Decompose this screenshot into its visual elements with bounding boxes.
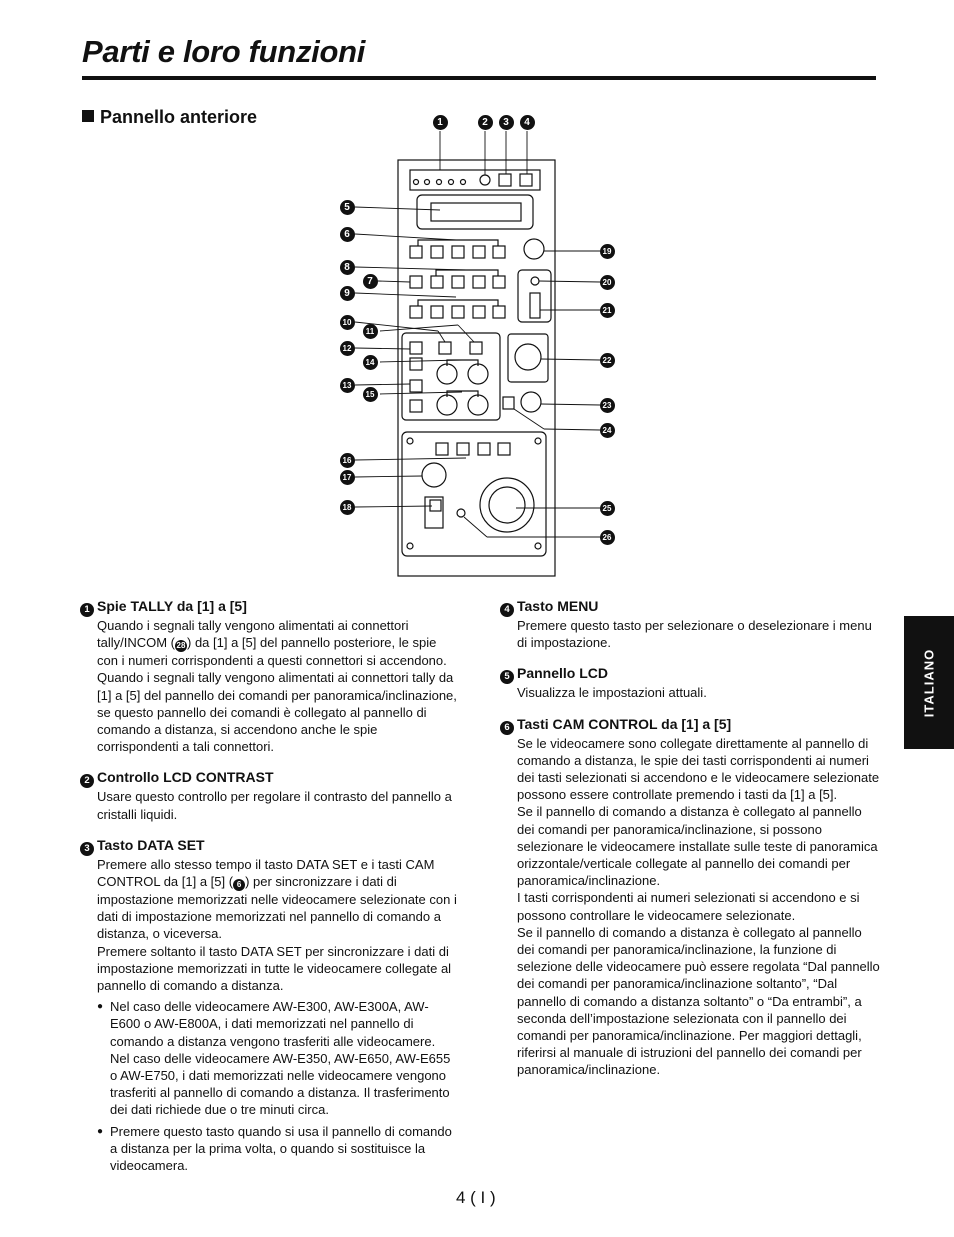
callout-18: 18	[340, 500, 355, 515]
callout-5: 5	[340, 200, 355, 215]
callout-25: 25	[600, 501, 615, 516]
callout-3: 3	[499, 115, 514, 130]
number-icon: 3	[80, 842, 94, 856]
item-title	[500, 715, 880, 735]
callout-15: 15	[363, 387, 378, 402]
front-panel-diagram	[0, 0, 954, 600]
callout-16: 16	[340, 453, 355, 468]
item-body	[97, 617, 458, 755]
left-column	[80, 597, 458, 1187]
lcd-screen	[431, 203, 521, 221]
page-number: 4 ( I )	[456, 1188, 496, 1207]
item-body	[97, 856, 458, 943]
section-heading-text: Pannello anteriore	[100, 107, 258, 127]
data-set-key	[499, 174, 511, 186]
lcd-frame	[417, 195, 533, 229]
language-tab	[904, 616, 954, 749]
number-icon: 5	[500, 670, 514, 684]
item-body-2: Premere soltanto il tasto DATA SET per sincronizzare i dati di impostazione memorizzati in tutte le videocamere collegate al pannello di comando a distanza.	[97, 943, 452, 994]
menu-key	[520, 174, 532, 186]
body-text: ) per sincronizzare i dati di impostazione memorizzati nelle videocamere selezionate con i dati di impostazione memorizzati nel pannello di comando a distanza, o viceversa.	[97, 874, 457, 942]
reference-number-icon: 6	[233, 879, 245, 891]
callout-12: 12	[340, 341, 355, 356]
bullet-item: ● Nel caso delle videocamere AW-E300, AW-E300A, AW-E600 o AW-E800A, i dati memorizzati nel pannello di comando a distanza vengono trasferiti alle videocamere. Nel caso delle videocamere AW-E350, AW-E650, AW-E655 o AW-E750, i dati memorizzati nelle videocamere vengono trasferiti al pannello di comando a distanza. Il trasferimento dei dati richiede due o tre minuti circa.	[97, 998, 458, 1118]
callout-11: 11	[363, 324, 378, 339]
item-title	[80, 836, 458, 856]
callout-2: 2	[478, 115, 493, 130]
item-title-text: Tasto MENU	[517, 598, 599, 614]
bullet-item: ● Premere questo tasto quando si usa il pannello di comando a distanza per la prima volta, o quando si sostituisce la videocamera.	[97, 1123, 458, 1175]
callout-20: 20	[600, 275, 615, 290]
item-title-text: Controllo LCD CONTRAST	[97, 769, 274, 786]
callout-19: 19	[600, 244, 615, 259]
callout-4: 4	[520, 115, 535, 130]
tally-lamp	[461, 180, 466, 185]
callout-6: 6	[340, 227, 355, 242]
item-body: Premere questo tasto per selezionare o deselezionare i menu di impostazione.	[517, 618, 872, 651]
item-body: Visualizza le impostazioni attuali.	[517, 685, 707, 701]
callout-8: 8	[340, 260, 355, 275]
item-title	[500, 597, 880, 617]
language-tab-label: ITALIANO	[921, 648, 937, 717]
body-text: Quando i segnali tally vengono alimentati ai connettori tally/INCOM (	[97, 618, 409, 651]
item-title-text: Tasto DATA SET	[97, 836, 205, 853]
item-title	[80, 768, 458, 788]
body-text: Premere allo stesso tempo il tasto DATA SET e i tasti CAM CONTROL da [1] a [5] (	[97, 856, 435, 890]
tally-lamp	[414, 180, 419, 185]
item-lcd-contrast	[80, 768, 458, 822]
item-data-set	[80, 836, 458, 1174]
item-tally	[80, 597, 458, 755]
callout-1: 1	[433, 115, 448, 130]
tally-lamp	[449, 180, 454, 185]
callout-13: 13	[340, 378, 355, 393]
item-paragraph: I tasti corrispondenti ai numeri selezionati si accendono e si possono controllare le videocamere selezionate.	[517, 890, 860, 923]
number-icon: 1	[80, 603, 94, 617]
item-cam-control	[500, 715, 880, 1079]
callout-14: 14	[363, 355, 378, 370]
right-column	[500, 597, 880, 1092]
callout-10: 10	[340, 315, 355, 330]
callout-23: 23	[600, 398, 615, 413]
number-icon: 4	[500, 603, 514, 617]
item-title-text: Spie TALLY da [1] a [5]	[97, 598, 247, 614]
callout-24: 24	[600, 423, 615, 438]
callout-17: 17	[340, 470, 355, 485]
item-title	[500, 664, 880, 684]
item-menu	[500, 597, 880, 651]
callout-26: 26	[600, 530, 615, 545]
item-paragraph: Se il pannello di comando a distanza è collegato al pannello dei comandi per panoramica/inclinazione, si possono selezionare le videocamere installate sulle teste di panoramica orizzontale/verticale collegate al pannello dei comandi per panoramica/inclinazione.	[517, 804, 878, 889]
callout-9: 9	[340, 286, 355, 301]
item-paragraph: Se le videocamere sono collegate direttamente al pannello di comando a distanza, le spie dei tasti corrispondenti ai numeri dei tasti selezionati si accendono e le videocamere selezionate possono essere controllate premendo i tasti da [1] a [5].	[517, 735, 880, 803]
knob-19	[524, 239, 544, 259]
item-lcd-panel	[500, 664, 880, 701]
callout-21: 21	[600, 303, 615, 318]
lcd-contrast-knob	[480, 175, 490, 185]
bullet-list	[97, 998, 458, 1174]
item-title	[80, 597, 458, 617]
callout-22: 22	[600, 353, 615, 368]
item-title-text: Pannello LCD	[517, 665, 609, 682]
callout-7: 7	[363, 274, 378, 289]
reference-number-icon: 28	[176, 641, 186, 651]
item-body: Usare questo controllo per regolare il contrasto del pannello a cristalli liquidi.	[97, 789, 452, 822]
number-icon: 2	[80, 774, 94, 788]
number-icon: 6	[500, 721, 514, 735]
page-title: Parti e loro funzioni	[82, 34, 366, 69]
tally-lamp	[437, 180, 442, 185]
body-text: ) da [1] a [5] del pannello posteriore, le spie con i numeri corrispondenti a questi connettori si accendono. Quando i segnali tally vengono alimentati ai connettori tally da [1] a [5] del pannello dei comandi per panoramica/inclinazione, se questo pannello dei comandi è collegato al pannello di comando a distanza, si accendono anche le spie corrispondenti a tali connettori.	[97, 635, 457, 755]
item-paragraph: Se il pannello di comando a distanza è collegato al pannello dei comandi per panoramica/inclinazione, la funzione di selezione delle videocamere può essere regolata “Dal pannello dei comandi per panoramica/inclinazione soltanto”, “Dal pannello di comando a distanza soltanto” o “Da entrambi”, a seconda dell’impostazione selezionata con il pannello dei comandi per panoramica/inclinazione. Per maggiori dettagli, riferirsi al manuale di istruzioni del pannello dei comandi per panoramica/inclinazione.	[517, 924, 880, 1078]
item-title-text: Tasti CAM CONTROL da [1] a [5]	[517, 715, 732, 732]
tally-lamp	[425, 180, 430, 185]
